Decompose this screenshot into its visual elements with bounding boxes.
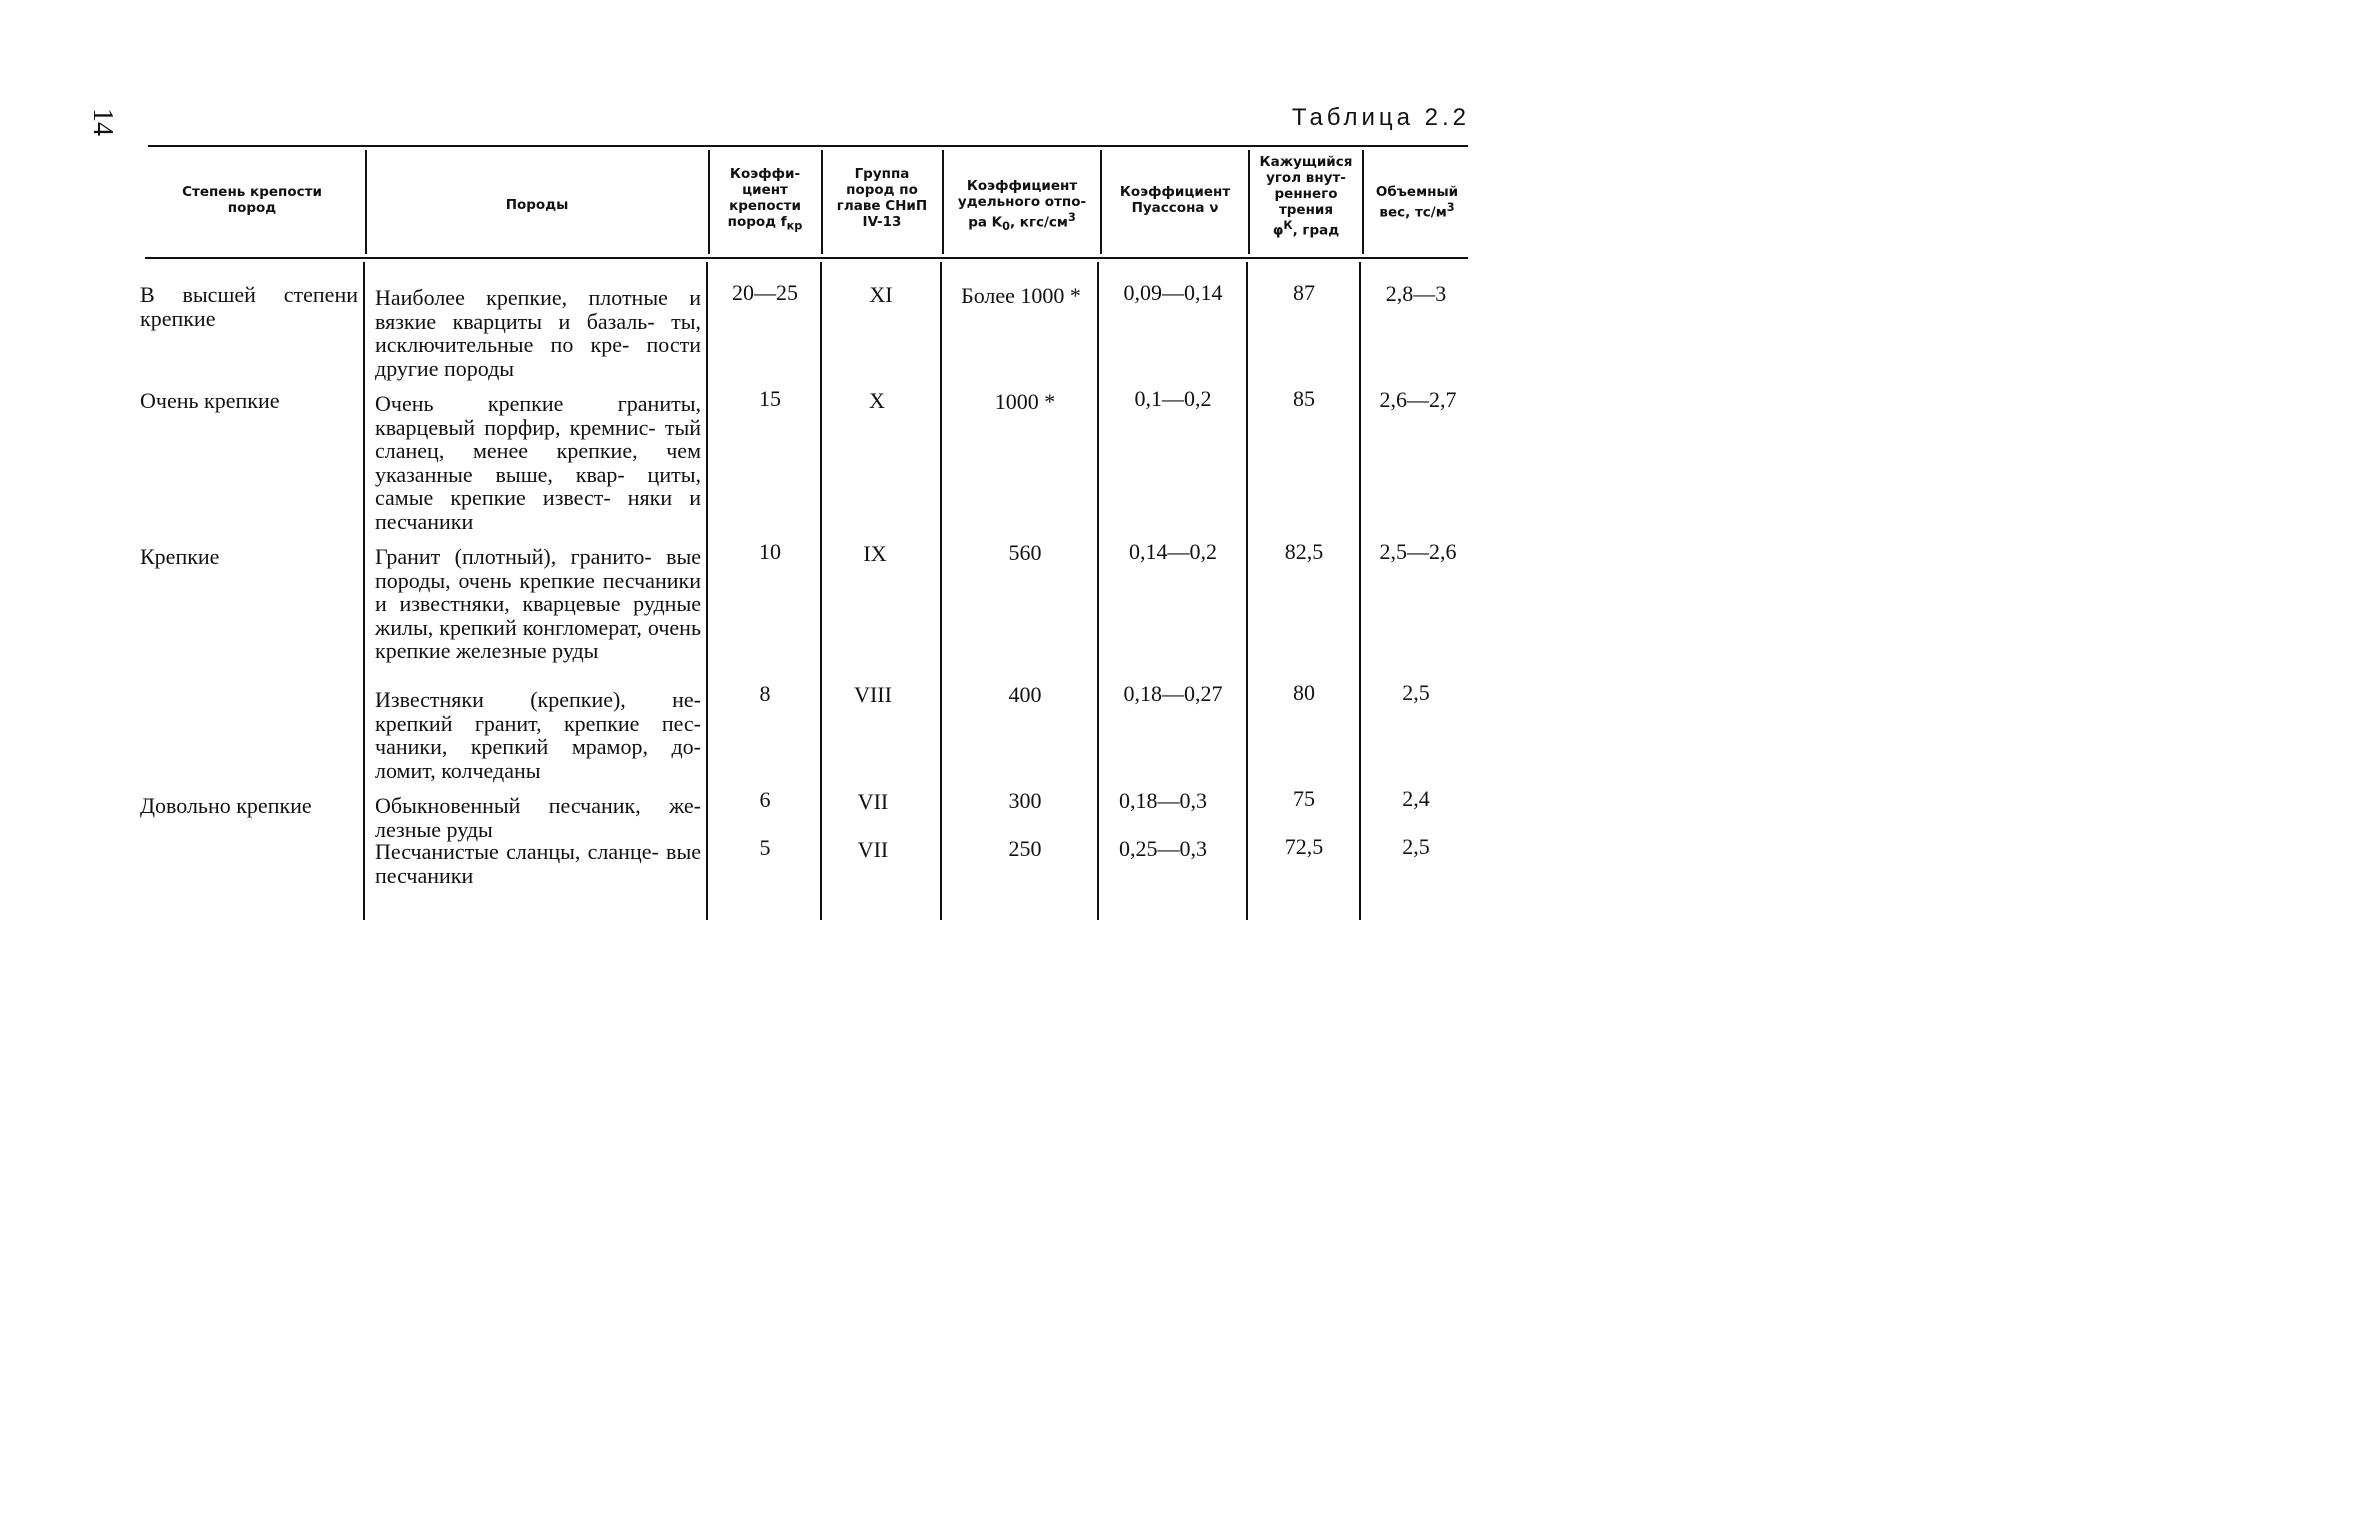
row-k0: 400 [1008, 682, 1042, 707]
body-col-divider [820, 262, 822, 920]
row-friction: 82,5 [1284, 539, 1324, 564]
row-weight: 2,6—2,7 [1379, 387, 1457, 412]
row-k0: Более 1000 * [961, 283, 1081, 308]
body-col-divider [1246, 262, 1248, 920]
row-f-kr: 8 [759, 681, 771, 706]
row-group: XI [869, 282, 893, 307]
row-friction: 85 [1293, 386, 1315, 411]
body-col-divider [363, 262, 365, 920]
row-weight: 2,5—2,6 [1379, 539, 1457, 564]
row-friction: 72,5 [1284, 834, 1324, 859]
row-friction: 87 [1293, 280, 1315, 305]
header-col-divider [365, 150, 367, 254]
row-k0: 300 [1008, 788, 1042, 813]
row-k0: 250 [1008, 836, 1042, 861]
row-weight: 2,5 [1402, 680, 1430, 705]
header-k0: Коэффициент удельного отпо- ра $K_0$, кгс/$см^3$ [957, 178, 1087, 234]
table-top-rule [148, 145, 1468, 147]
row-poisson: 0,14—0,2 [1129, 539, 1217, 564]
header-poisson: Коэффициент Пуассона ν [1119, 184, 1231, 216]
row-degree: Очень крепкие [140, 388, 280, 413]
row-k0: 560 [1008, 540, 1042, 565]
row-weight: 2,5 [1402, 834, 1430, 859]
row-weight: 2,8—3 [1385, 281, 1447, 306]
row-group: IX [863, 541, 887, 566]
body-col-divider [1097, 262, 1099, 920]
row-poisson: 0,09—0,14 [1123, 280, 1223, 305]
row-rocks: Песчанистые сланцы, сланце- вые песчаники [375, 839, 701, 888]
row-friction: 75 [1293, 786, 1315, 811]
row-group: VII [857, 837, 889, 862]
header-group: Группа пород по главе СНиП IV-13 [836, 166, 928, 230]
row-f-kr: 10 [759, 539, 781, 564]
row-f-kr: 5 [759, 835, 771, 860]
row-rocks: Очень крепкие граниты, кварцевый порфир, кремнис- тый сланец, менее крепкие, чем указанные выше, квар- циты, самые крепкие извест- няки и песчаники [375, 391, 701, 534]
page-number: 14 [87, 108, 118, 136]
header-degree: Степень крепости пород [182, 184, 322, 216]
body-col-divider [706, 262, 708, 920]
row-group: VII [857, 789, 889, 814]
row-rocks: Обыкновенный песчаник, же- лезные руды [375, 793, 701, 842]
row-rocks: Наиболее крепкие, плотные и вязкие кварциты и базаль- ты, исключительные по кре- пости другие породы [375, 285, 701, 381]
header-f-kr: Коэффи- циент крепости пород $f_{кр}$ [727, 166, 803, 233]
row-f-kr: 6 [759, 787, 771, 812]
header-weight: Объемный вес, $тс/м^3$ [1375, 184, 1459, 221]
header-friction: Кажущийся угол внут- реннего трения $\varphi^К$, град [1259, 154, 1353, 239]
row-degree: Довольно крепкие [140, 793, 312, 818]
row-f-kr: 15 [759, 386, 781, 411]
body-col-divider [940, 262, 942, 920]
body-col-divider [1359, 262, 1361, 920]
row-degree: В высшей степени крепкие [140, 282, 358, 331]
row-k0: 1000 * [994, 389, 1056, 414]
row-poisson: 0,18—0,27 [1123, 681, 1223, 706]
row-poisson: 0,1—0,2 [1134, 386, 1212, 411]
row-degree: Крепкие [140, 544, 220, 569]
row-weight: 2,4 [1402, 786, 1430, 811]
row-group: X [869, 388, 885, 413]
row-poisson: 0,25—0,3 [1119, 836, 1207, 861]
row-rocks: Гранит (плотный), гранито- вые породы, очень крепкие песчаники и известняки, кварцевые рудные жилы, крепкий конгломерат, очень крепкие железные руды [375, 544, 701, 663]
row-f-kr: 20—25 [732, 280, 798, 305]
row-friction: 80 [1293, 680, 1315, 705]
row-group: VIII [854, 682, 892, 707]
header-bottom-rule [145, 257, 1468, 259]
row-poisson: 0,18—0,3 [1119, 788, 1207, 813]
row-rocks: Известняки (крепкие), не- крепкий гранит, крепкие пес- чаники, крепкий мрамор, до- ломит, колчеданы [375, 687, 701, 783]
header-rocks: Породы [505, 197, 569, 213]
table-title: Таблица 2.2 [1291, 104, 1470, 131]
